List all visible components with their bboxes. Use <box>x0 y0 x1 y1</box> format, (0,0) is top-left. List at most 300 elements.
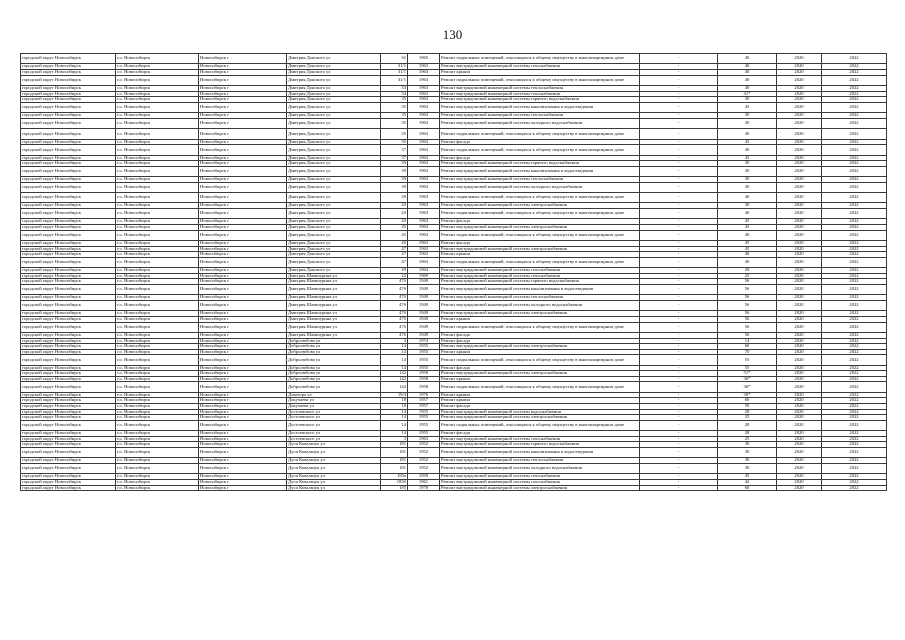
settlement-cell: Новосибирск г <box>199 284 287 294</box>
table-row <box>21 166 887 176</box>
district-cell: г.о. Новосибирск <box>116 118 199 128</box>
work-type-cell: Ремонт подвальных помещений, относящихся к общему имуществу в многоквартирном доме <box>440 75 640 85</box>
street-cell: Дуси Ковальчук ул <box>287 448 381 458</box>
wear-percent-cell: 55 <box>718 365 777 371</box>
table-row <box>21 193 887 203</box>
work-type-cell: Ремонт подвальных помещений, относящихся к общему имуществу в многоквартирном доме <box>440 420 640 430</box>
municipality-cell: городской округ Новосибирск <box>21 177 116 183</box>
municipality-cell: городской округ Новосибирск <box>21 284 116 294</box>
start-year-cell: 2020 <box>777 338 822 344</box>
work-type-cell: Ремонт внутридомовой инженерной системы электроснабжения <box>440 203 640 209</box>
start-year-cell: 2020 <box>777 193 822 203</box>
build-year-cell: 1978 <box>408 485 440 491</box>
start-year-cell: 2020 <box>777 365 822 371</box>
street-cell: Добролюбова ул <box>287 338 381 344</box>
house-number-cell: 47б <box>381 322 408 332</box>
wear-percent-cell: 25 <box>718 273 777 279</box>
settlement-cell: Новосибирск г <box>199 382 287 392</box>
wear-percent-cell: 60 <box>718 485 777 491</box>
work-type-cell: Ремонт фасада <box>440 241 640 247</box>
end-year-cell: 2022 <box>822 113 887 119</box>
district-cell: г.о. Новосибирск <box>116 392 199 398</box>
wear-percent-cell: 40 <box>718 54 777 64</box>
settlement-cell: Новосибирск г <box>199 404 287 410</box>
district-cell: г.о. Новосибирск <box>116 316 199 322</box>
wear-percent-cell: 40 <box>718 145 777 155</box>
settlement-cell: Новосибирск г <box>199 344 287 350</box>
dash-cell: - <box>640 246 718 252</box>
house-number-cell: 35 <box>381 118 408 128</box>
house-number-cell: 35 <box>381 129 408 139</box>
work-type-cell: Ремонт крыши <box>440 376 640 382</box>
build-year-cell: 1963 <box>408 75 440 85</box>
wear-percent-cell: 30 <box>718 463 777 473</box>
work-type-cell: Ремонт внутридомовой инженерной системы канализования и водоотведения <box>440 448 640 458</box>
end-year-cell: 2022 <box>822 257 887 267</box>
street-cell: Дуси Ковальчук ул <box>287 479 381 485</box>
street-cell: Добролюбова ул <box>287 371 381 377</box>
start-year-cell: 2020 <box>777 355 822 365</box>
wear-percent-cell: 28 <box>718 409 777 415</box>
dash-cell: - <box>640 458 718 464</box>
district-cell: г.о. Новосибирск <box>116 209 199 219</box>
start-year-cell: 2020 <box>777 398 822 404</box>
end-year-cell: 2022 <box>822 246 887 252</box>
build-year-cell: 1963 <box>408 69 440 75</box>
settlement-cell: Новосибирск г <box>199 241 287 247</box>
start-year-cell: 2020 <box>777 344 822 350</box>
work-type-cell: Ремонт подвальных помещений, относящихся к общему имуществу в многоквартирном доме <box>440 54 640 64</box>
wear-percent-cell: 40 <box>718 129 777 139</box>
build-year-cell: 1955 <box>408 349 440 355</box>
end-year-cell: 2022 <box>822 252 887 258</box>
street-cell: Дмитрия Шамшурина ул <box>287 273 381 279</box>
wear-percent-cell: 40 <box>718 69 777 75</box>
work-type-cell: Ремонт внутридомовой инженерной системы холодного водоснабжения <box>440 182 640 192</box>
street-cell: Дмитрия Донского ул <box>287 166 381 176</box>
street-cell: Дмитрия Донского ул <box>287 118 381 128</box>
end-year-cell: 2022 <box>822 311 887 317</box>
dash-cell: - <box>640 225 718 231</box>
start-year-cell: 2020 <box>777 139 822 145</box>
build-year-cell: 1949 <box>408 311 440 317</box>
district-cell: г.о. Новосибирск <box>116 257 199 267</box>
dash-cell: - <box>640 355 718 365</box>
street-cell: Докучаева ул <box>287 404 381 410</box>
district-cell: г.о. Новосибирск <box>116 69 199 75</box>
start-year-cell: 2020 <box>777 113 822 119</box>
house-number-cell: 31/1 <box>381 75 408 85</box>
build-year-cell: 1963 <box>408 166 440 176</box>
work-type-cell: Ремонт внутридомовой инженерной системы горячего водоснабжения <box>440 442 640 448</box>
wear-percent-cell: 42 <box>718 479 777 485</box>
build-year-cell: 1955 <box>408 344 440 350</box>
municipality-cell: городской округ Новосибирск <box>21 145 116 155</box>
municipality-cell: городской округ Новосибирск <box>21 376 116 382</box>
start-year-cell: 2020 <box>777 64 822 70</box>
settlement-cell: Новосибирск г <box>199 355 287 365</box>
work-type-cell: Ремонт внутридомовой инженерной системы электроснабжения <box>440 246 640 252</box>
house-number-cell: 35 <box>381 102 408 112</box>
wear-percent-cell: 45 <box>718 139 777 145</box>
end-year-cell: 2022 <box>822 85 887 91</box>
settlement-cell: Новосибирск г <box>199 376 287 382</box>
district-cell: г.о. Новосибирск <box>116 225 199 231</box>
district-cell: г.о. Новосибирск <box>116 404 199 410</box>
municipality-cell: городской округ Новосибирск <box>21 322 116 332</box>
wear-percent-cell: 40 <box>718 230 777 240</box>
municipality-cell: городской округ Новосибирск <box>21 166 116 176</box>
work-type-cell: Ремонт внутридомовой инженерной системы газоснабжения <box>440 273 640 279</box>
settlement-cell: Новосибирск г <box>199 398 287 404</box>
settlement-cell: Новосибирск г <box>199 332 287 338</box>
end-year-cell: 2022 <box>822 398 887 404</box>
dash-cell: - <box>640 54 718 64</box>
start-year-cell: 2020 <box>777 161 822 167</box>
wear-percent-cell: 45 <box>718 225 777 231</box>
municipality-cell: городской округ Новосибирск <box>21 102 116 112</box>
build-year-cell: 1949 <box>408 332 440 338</box>
settlement-cell: Новосибирск г <box>199 316 287 322</box>
municipality-cell: городской округ Новосибирск <box>21 332 116 338</box>
start-year-cell: 2020 <box>777 284 822 294</box>
house-number-cell: 39 <box>381 166 408 176</box>
district-cell: г.о. Новосибирск <box>116 382 199 392</box>
start-year-cell: 2020 <box>777 177 822 183</box>
dash-cell: - <box>640 252 718 258</box>
wear-percent-cell: 56 <box>718 316 777 322</box>
end-year-cell: 2022 <box>822 91 887 97</box>
dash-cell: - <box>640 145 718 155</box>
street-cell: Дмитрия Донского ул <box>287 182 381 192</box>
district-cell: г.о. Новосибирск <box>116 177 199 183</box>
dash-cell: - <box>640 415 718 421</box>
table-row <box>21 54 887 64</box>
house-number-cell: 22 <box>381 273 408 279</box>
settlement-cell: Новосибирск г <box>199 448 287 458</box>
house-number-cell: 45 <box>381 225 408 231</box>
end-year-cell: 2022 <box>822 102 887 112</box>
street-cell: Дмитрия Шамшурина ул <box>287 295 381 301</box>
settlement-cell: Новосибирск г <box>199 485 287 491</box>
start-year-cell: 2020 <box>777 295 822 301</box>
dash-cell: - <box>640 182 718 192</box>
start-year-cell: 2020 <box>777 155 822 161</box>
end-year-cell: 2022 <box>822 376 887 382</box>
settlement-cell: Новосибирск г <box>199 139 287 145</box>
build-year-cell: 1963 <box>408 436 440 442</box>
end-year-cell: 2022 <box>822 182 887 192</box>
street-cell: Дмитрия Шамшурина ул <box>287 300 381 310</box>
table-row <box>21 420 887 430</box>
street-cell: Дмитрия Донского ул <box>287 97 381 103</box>
house-number-cell: 181 <box>381 463 408 473</box>
wear-percent-cell: 56 <box>718 311 777 317</box>
wear-percent-cell: 25 <box>718 415 777 421</box>
wear-percent-cell: 30 <box>718 203 777 209</box>
street-cell: Дмитрия Донского ул <box>287 75 381 85</box>
street-cell: Достоевского ул <box>287 409 381 415</box>
district-cell: г.о. Новосибирск <box>116 268 199 274</box>
district-cell: г.о. Новосибирск <box>116 102 199 112</box>
settlement-cell: Новосибирск г <box>199 129 287 139</box>
house-number-cell: 14 <box>381 349 408 355</box>
dash-cell: - <box>640 97 718 103</box>
table-row <box>21 485 887 491</box>
build-year-cell: 1963 <box>408 91 440 97</box>
end-year-cell: 2022 <box>822 295 887 301</box>
table-row <box>21 230 887 240</box>
district-cell: г.о. Новосибирск <box>116 436 199 442</box>
wear-percent-cell: 55 <box>718 355 777 365</box>
dash-cell: - <box>640 161 718 167</box>
work-type-cell: Ремонт подвальных помещений, относящихся к общему имуществу в многоквартирном доме <box>440 129 640 139</box>
settlement-cell: Новосибирск г <box>199 177 287 183</box>
dash-cell: - <box>640 365 718 371</box>
build-year-cell: 1949 <box>408 316 440 322</box>
street-cell: Дмитрия Донского ул <box>287 69 381 75</box>
end-year-cell: 2022 <box>822 268 887 274</box>
end-year-cell: 2022 <box>822 316 887 322</box>
street-cell: Добролюбова ул <box>287 349 381 355</box>
table-row <box>21 209 887 219</box>
wear-percent-cell: 28 <box>718 431 777 437</box>
table-row <box>21 300 887 310</box>
settlement-cell: Новосибирск г <box>199 268 287 274</box>
wear-percent-cell: 30 <box>718 118 777 128</box>
house-number-cell: 142 <box>381 371 408 377</box>
work-type-cell: Ремонт внутридомовой инженерной системы электроснабжения <box>440 311 640 317</box>
house-number-cell: 14 <box>381 409 408 415</box>
settlement-cell: Новосибирск г <box>199 415 287 421</box>
wear-percent-cell: 40 <box>718 209 777 219</box>
end-year-cell: 2022 <box>822 54 887 64</box>
house-number-cell: 14 <box>381 355 408 365</box>
settlement-cell: Новосибирск г <box>199 279 287 285</box>
municipality-cell: городской округ Новосибирск <box>21 420 116 430</box>
settlement-cell: Новосибирск г <box>199 463 287 473</box>
build-year-cell: 1964 <box>408 268 440 274</box>
build-year-cell: 1969 <box>408 273 440 279</box>
start-year-cell: 2020 <box>777 145 822 155</box>
work-type-cell: Ремонт фасада <box>440 338 640 344</box>
start-year-cell: 2020 <box>777 91 822 97</box>
house-number-cell: 183а <box>381 474 408 480</box>
work-type-cell: Ремонт внутридомовой инженерной системы электроснабжения <box>440 344 640 350</box>
settlement-cell: Новосибирск г <box>199 338 287 344</box>
end-year-cell: 2022 <box>822 129 887 139</box>
work-type-cell: Ремонт подвальных помещений, относящихся к общему имуществу в многоквартирном доме <box>440 355 640 365</box>
street-cell: Добролюбова ул <box>287 355 381 365</box>
municipality-cell: городской округ Новосибирск <box>21 91 116 97</box>
settlement-cell: Новосибирск г <box>199 442 287 448</box>
build-year-cell: 1955 <box>408 431 440 437</box>
dash-cell: - <box>640 398 718 404</box>
municipality-cell: городской округ Новосибирск <box>21 182 116 192</box>
end-year-cell: 2022 <box>822 355 887 365</box>
house-number-cell: 47б <box>381 300 408 310</box>
build-year-cell: 1974 <box>408 338 440 344</box>
end-year-cell: 2022 <box>822 436 887 442</box>
work-type-cell: Ремонт внутридомовой инженерной системы канализования и водоотведения <box>440 102 640 112</box>
wear-percent-cell: 60 <box>718 398 777 404</box>
build-year-cell: 1963 <box>408 246 440 252</box>
settlement-cell: Новосибирск г <box>199 257 287 267</box>
municipality-cell: городской округ Новосибирск <box>21 365 116 371</box>
work-type-cell: Ремонт фасада <box>440 332 640 338</box>
start-year-cell: 2020 <box>777 230 822 240</box>
start-year-cell: 2020 <box>777 257 822 267</box>
start-year-cell: 2020 <box>777 332 822 338</box>
district-cell: г.о. Новосибирск <box>116 295 199 301</box>
street-cell: Дмитрия Донского ул <box>287 113 381 119</box>
street-cell: Дмитрия Донского ул <box>287 193 381 203</box>
start-year-cell: 2020 <box>777 268 822 274</box>
municipality-cell: городской округ Новосибирск <box>21 268 116 274</box>
wear-percent-cell: 45 <box>718 102 777 112</box>
municipality-cell: городской округ Новосибирск <box>21 344 116 350</box>
municipality-cell: городской округ Новосибирск <box>21 382 116 392</box>
dash-cell: - <box>640 284 718 294</box>
build-year-cell: 1955 <box>408 355 440 365</box>
build-year-cell: 1963 <box>408 182 440 192</box>
house-number-cell: 37 <box>381 155 408 161</box>
dash-cell: - <box>640 322 718 332</box>
house-number-cell: 142 <box>381 382 408 392</box>
work-type-cell: Ремонт крыши <box>440 392 640 398</box>
house-number-cell: 14 <box>381 431 408 437</box>
district-cell: г.о. Новосибирск <box>116 344 199 350</box>
dash-cell: - <box>640 279 718 285</box>
dash-cell: - <box>640 338 718 344</box>
house-number-cell: 31/1 <box>381 69 408 75</box>
settlement-cell: Новосибирск г <box>199 219 287 225</box>
street-cell: Дмитрия Донского ул <box>287 102 381 112</box>
municipality-cell: городской округ Новосибирск <box>21 300 116 310</box>
wear-percent-cell: 29 <box>718 268 777 274</box>
end-year-cell: 2022 <box>822 338 887 344</box>
street-cell: Дмитрия Шамшурина ул <box>287 311 381 317</box>
street-cell: Дмитрия Донского ул <box>287 209 381 219</box>
build-year-cell: 1957 <box>408 404 440 410</box>
build-year-cell: 1963 <box>408 64 440 70</box>
wear-percent-cell: 56 <box>718 279 777 285</box>
settlement-cell: Новосибирск г <box>199 392 287 398</box>
work-type-cell: Ремонт крыши <box>440 349 640 355</box>
wear-percent-cell: 28 <box>718 420 777 430</box>
start-year-cell: 2020 <box>777 404 822 410</box>
street-cell: Дмитрия Донского ул <box>287 257 381 267</box>
build-year-cell: 1963 <box>408 155 440 161</box>
wear-percent-cell: 30 <box>718 166 777 176</box>
street-cell: Дмитрия Шамшурина ул <box>287 279 381 285</box>
build-year-cell: 1955 <box>408 420 440 430</box>
dash-cell: - <box>640 91 718 97</box>
end-year-cell: 2022 <box>822 431 887 437</box>
end-year-cell: 2022 <box>822 420 887 430</box>
work-type-cell: Ремонт внутридомовой инженерной системы холодного водоснабжения <box>440 300 640 310</box>
work-type-cell: Ремонт подвальных помещений, относящихся к общему имуществу в многоквартирном доме <box>440 230 640 240</box>
house-number-cell: 14 <box>381 415 408 421</box>
work-type-cell: Ремонт фасада <box>440 431 640 437</box>
build-year-cell: 1963 <box>408 102 440 112</box>
end-year-cell: 2022 <box>822 485 887 491</box>
district-cell: г.о. Новосибирск <box>116 479 199 485</box>
start-year-cell: 2020 <box>777 85 822 91</box>
house-number-cell: 181 <box>381 442 408 448</box>
start-year-cell: 2020 <box>777 436 822 442</box>
build-year-cell: 1963 <box>408 225 440 231</box>
dash-cell: - <box>640 203 718 209</box>
end-year-cell: 2022 <box>822 75 887 85</box>
start-year-cell: 2020 <box>777 166 822 176</box>
build-year-cell: 1963 <box>408 139 440 145</box>
work-type-cell: Ремонт внутридомовой инженерной системы холодного водоснабжения <box>440 118 640 128</box>
table-row <box>21 448 887 458</box>
wear-percent-cell: 56 <box>718 295 777 301</box>
build-year-cell: 1963 <box>408 193 440 203</box>
house-number-cell: 45 <box>381 241 408 247</box>
settlement-cell: Новосибирск г <box>199 371 287 377</box>
build-year-cell: 1961 <box>408 479 440 485</box>
work-type-cell: Ремонт крыши <box>440 252 640 258</box>
settlement-cell: Новосибирск г <box>199 209 287 219</box>
work-type-cell: Ремонт фасада <box>440 139 640 145</box>
district-cell: г.о. Новосибирск <box>116 311 199 317</box>
work-type-cell: Ремонт внутридомовой инженерной системы теплоснабжения <box>440 458 640 464</box>
build-year-cell: 1955 <box>408 415 440 421</box>
wear-percent-cell: 30 <box>718 442 777 448</box>
start-year-cell: 2020 <box>777 118 822 128</box>
street-cell: Добролюбова ул <box>287 382 381 392</box>
municipality-cell: городской округ Новосибирск <box>21 225 116 231</box>
district-cell: г.о. Новосибирск <box>116 97 199 103</box>
settlement-cell: Новосибирск г <box>199 436 287 442</box>
end-year-cell: 2022 <box>822 219 887 225</box>
municipality-cell: городской округ Новосибирск <box>21 295 116 301</box>
work-type-cell: Ремонт внутридомовой инженерной системы горячего водоснабжения <box>440 97 640 103</box>
municipality-cell: городской округ Новосибирск <box>21 409 116 415</box>
settlement-cell: Новосибирск г <box>199 474 287 480</box>
wear-percent-cell: 45 <box>718 219 777 225</box>
municipality-cell: городской округ Новосибирск <box>21 219 116 225</box>
dash-cell: - <box>640 118 718 128</box>
build-year-cell: 1955 <box>408 409 440 415</box>
table-row <box>21 145 887 155</box>
street-cell: Достоевского ул <box>287 420 381 430</box>
dash-cell: - <box>640 420 718 430</box>
start-year-cell: 2020 <box>777 246 822 252</box>
start-year-cell: 2020 <box>777 431 822 437</box>
end-year-cell: 2022 <box>822 230 887 240</box>
end-year-cell: 2022 <box>822 155 887 161</box>
street-cell: Достоевского ул <box>287 431 381 437</box>
start-year-cell: 2020 <box>777 203 822 209</box>
dash-cell: - <box>640 75 718 85</box>
district-cell: г.о. Новосибирск <box>116 54 199 64</box>
municipality-cell: городской округ Новосибирск <box>21 209 116 219</box>
street-cell: Дуси Ковальчук ул <box>287 458 381 464</box>
municipality-cell: городской округ Новосибирск <box>21 485 116 491</box>
end-year-cell: 2022 <box>822 225 887 231</box>
street-cell: Дуси Ковальчук ул <box>287 463 381 473</box>
build-year-cell: 1963 <box>408 203 440 209</box>
wear-percent-cell: 40 <box>718 75 777 85</box>
dash-cell: - <box>640 273 718 279</box>
street-cell: Дмитрия Донского ул <box>287 225 381 231</box>
work-type-cell: Ремонт внутридомовой инженерной системы теплоснабжения <box>440 295 640 301</box>
start-year-cell: 2020 <box>777 252 822 258</box>
